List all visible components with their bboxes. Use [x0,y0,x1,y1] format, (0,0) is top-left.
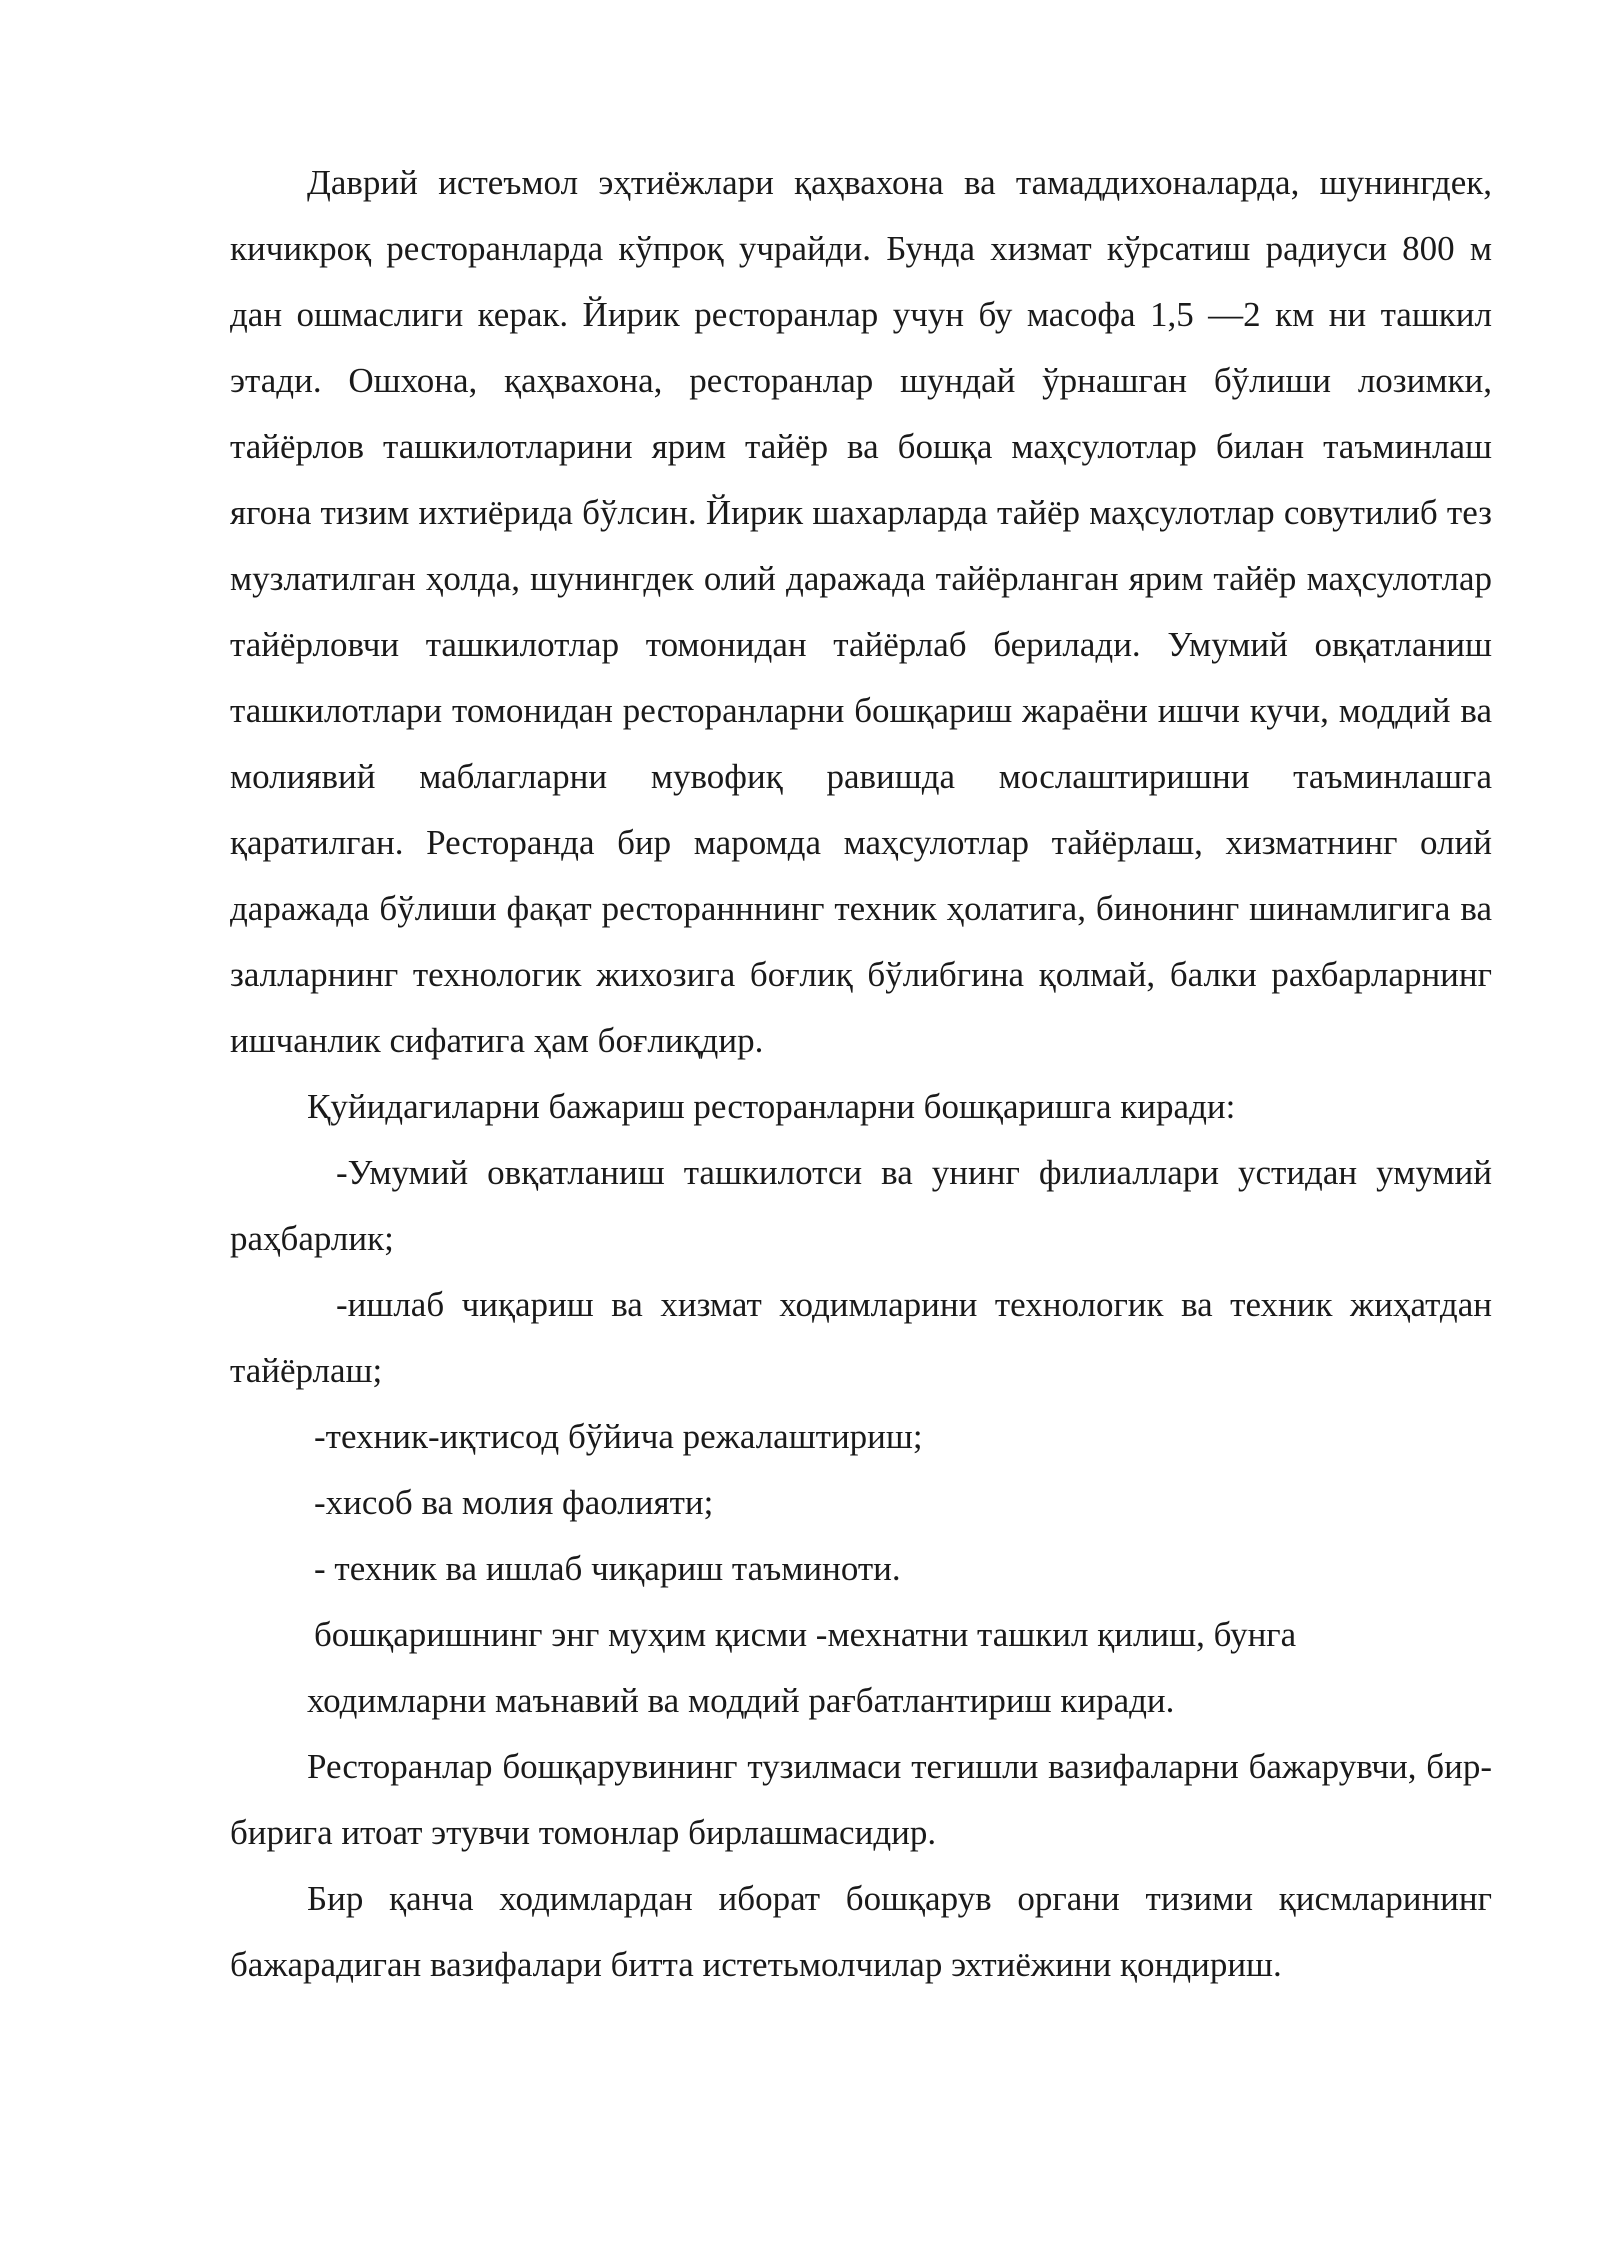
paragraph-management-intro: Қуйидагиларни бажариш ресторанларни бошқаришга киради: [307,1087,1236,1126]
list-item-supply: - техник ва ишлаб чиқариш таъминоти. [314,1549,901,1588]
document-body [230,150,1492,1998]
list-item-general-management: -Умумий овқатланиш ташкилотси ва унинг филиаллари устидан умумий раҳбарлик; [230,1153,1492,1258]
paragraph-management-body: Бир қанча ходимлардан иборат бошқарув органи тизими қисмларининг бажарадиган вазифалари битта истетьмолчилар эхтиёжини қондириш. [230,1879,1492,1984]
list-item-accounting: -хисоб ва молия фаолияти; [314,1483,714,1522]
paragraph-consumption: Даврий истеъмол эҳтиёжлари қаҳвахона ва тамаддихоналарда, шунингдек, кичикроқ ресторанларда кўпроқ учрайди. Бунда хизмат кўрсатиш радиуси 800 м дан ошмаслиги керак. Йирик ресторанлар учун бу масофа 1,5 —2 км ни ташкил этади. Ошхона, қаҳвахона, ресторанлар шундай ўрнашган бўлиши лозимки, тайёрлов ташкилотларини ярим тайёр ва бошқа маҳсулотлар билан таъминлаш ягона тизим ихтиёрида бўлсин. Йирик шахарларда тайёр маҳсулотлар совутилиб тез музлатилган ҳолда, шунингдек олий даражада тайёрланган ярим тайёр маҳсулотлар тайёрловчи ташкилотлар томонидан тайёрлаб берилади. Умумий овқатланиш ташкилотлари томонидан ресторанларни бошқариш жараёни ишчи кучи, моддий ва молиявий маблагларни мувофиқ равишда мослаштиришни таъминлашга қаратилган. Ресторанда бир маромда маҳсулотлар тайёрлаш, хизматнинг олий даражада бўлиши фақат ресторанннинг техник ҳолатига, бинонинг шинамлигига ва залларнинг технологик жихозига боғлиқ бўлибгина қолмай, балки рахбарларнинг ишчанлик сифатига ҳам боғлиқдир. [230,163,1492,1060]
list-item-planning: -техник-иқтисод бўйича режалаштириш; [314,1417,923,1456]
text-line-staff-motivation: ходимларни маънавий ва моддий рағбатлантириш киради. [307,1681,1175,1720]
list-item-staff-training: -ишлаб чиқариш ва хизмат ходимларини технологик ва техник жиҳатдан тайёрлаш; [230,1285,1492,1390]
text-line-labor-organization: бошқаришнинг энг муҳим қисми -мехнатни ташкил қилиш, бунга [314,1615,1297,1654]
paragraph-management-structure: Ресторанлар бошқарувининг тузилмаси тегишли вазифаларни бажарувчи, бир-бирига итоат этувчи томонлар бирлашмасидир. [230,1747,1492,1852]
